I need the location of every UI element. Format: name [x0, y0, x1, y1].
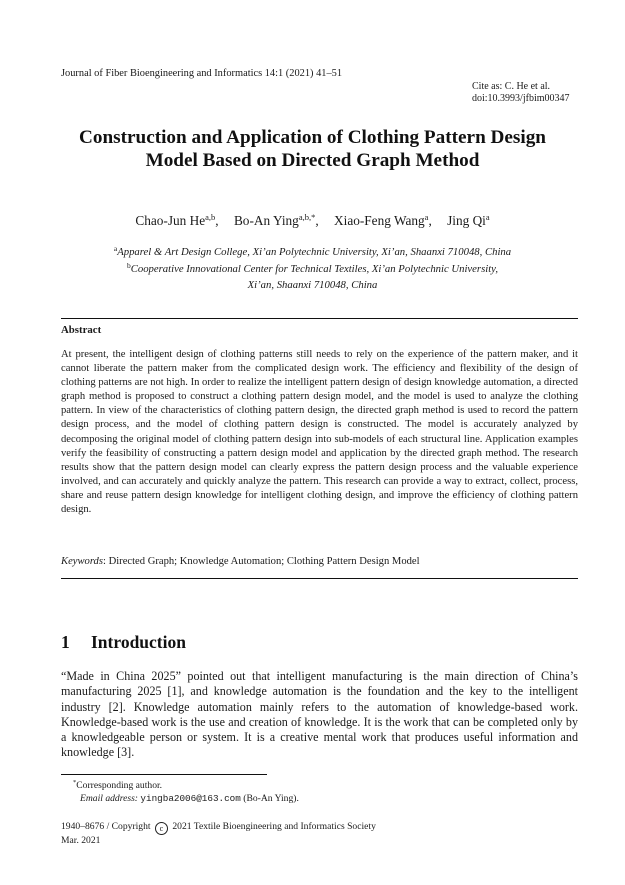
footnote: [73, 777, 299, 805]
author-affiliation-mark: a: [424, 212, 429, 222]
corresponding-author-note: Corresponding author.: [76, 780, 163, 792]
paper-title: [40, 126, 585, 172]
paper-title-line-1: Construction and Application of Clothing Pattern Design: [79, 127, 546, 148]
affiliation-text: Cooperative Innovational Center for Technical Textiles, Xi’an Polytechnic University,: [130, 263, 498, 275]
affiliation-b: [40, 258, 585, 293]
author-affiliation-mark: a: [485, 212, 490, 222]
footnote-mark: *: [73, 779, 77, 786]
author-name: Chao-Jun He: [135, 213, 206, 228]
email-owner: (Bo-An Ying).: [243, 792, 299, 804]
affiliation-text-cont: Xi’an, Shaanxi 710048, China: [247, 279, 378, 291]
cite-as: Cite as: C. He et al.: [472, 81, 551, 92]
author: [447, 213, 490, 228]
email-label: Email address:: [80, 792, 139, 804]
author-affiliation-mark: a,b,*: [298, 212, 316, 222]
author: Chao-Jun He$^{a,b}$,: [135, 212, 219, 228]
section-heading-introduction: [61, 632, 186, 653]
author: Bo-An Ying$^{a,b,*}$,: [233, 212, 319, 228]
footnote-rule: [61, 774, 267, 775]
issn: 1940–8676 / Copyright: [61, 821, 151, 832]
cite-block: [472, 81, 570, 105]
section-number: 1: [61, 632, 70, 652]
paper-title-line-2: Model Based on Directed Graph Method: [145, 150, 480, 171]
keywords-label: Keywords: [61, 556, 103, 567]
author-name: Jing Qi: [447, 213, 486, 228]
publication-date: Mar. 2021: [61, 835, 101, 846]
copyright-text: 2021 Textile Bioengineering and Informatics Society: [172, 821, 376, 832]
affiliation-mark: b: [126, 261, 131, 270]
journal-citation-line: Journal of Fiber Bioengineering and Informatics 14:1 (2021) 41–51: [61, 68, 343, 79]
copyright-footer: [61, 821, 376, 848]
introduction-paragraph: “Made in China 2025” pointed out that intelligent manufacturing is the main direction of China’s manufacturing 2025 [1], and knowledge automation is the foundation and the key to the intelligent industry [2]. Knowledge automation mainly refers to the automation of knowledge-based work. Knowledge-based work is the use and creation of knowledge. It is the work that can be completed only by a knowledgeable person or system. It is a creative mental work that produces useful information and knowledge [3].: [61, 669, 578, 760]
email-address[interactable]: yingba2006@163.com: [140, 792, 241, 804]
abstract-heading: Abstract: [61, 324, 102, 336]
section-title: Introduction: [91, 632, 186, 652]
doi[interactable]: doi:10.3993/jfbim00347: [472, 93, 570, 104]
author: Xiao-Feng Wang$^a$,: [334, 212, 432, 228]
affiliation-text: Apparel & Art Design College, Xi’an Polytechnic University, Xi’an, Shaanxi 710048, China: [117, 246, 512, 258]
author-affiliation-mark: a,b: [205, 212, 216, 222]
abstract-bottom-rule: [61, 578, 578, 579]
author-name: Bo-An Ying: [233, 213, 299, 228]
abstract-top-rule: [61, 318, 578, 319]
affiliation-mark: a: [113, 244, 118, 253]
keywords: [61, 556, 420, 567]
keywords-list: : Directed Graph; Knowledge Automation; Clothing Pattern Design Model: [102, 556, 420, 567]
author-list: [40, 212, 585, 229]
author-name: Xiao-Feng Wang: [334, 213, 425, 228]
copyright-icon: c: [155, 822, 168, 835]
abstract-body: At present, the intelligent design of clothing patterns still needs to rely on the experience of the pattern maker, and it cannot liberate the pattern maker from the complicated design work. The efficiency and flexibility of the design of clothing patterns are not high. In order to realize the intelligent pattern design of design knowledge automation, a directed graph method is proposed to construct a clothing pattern design model, and the model is used to analyze the clothing pattern. In view of the characteristics of clothing pattern design, the directed graph method is used to record the pattern design process, and the model of clothing pattern design is constructed. The model is accurately analyzed by decomposing the original model of clothing pattern design into sub-models of each structural line. Application examples verify the feasibility of constructing a pattern design model and application by the directed graph method. The research results show that the pattern design model can clearly express the pattern design process and the valuable experience involved, and can accurately and quickly analyze the pattern. This research can provide a way to extract, collect, process, share and reuse pattern design knowledge for intelligent clothing design, and improve the efficiency of clothing pattern design.: [61, 349, 578, 516]
